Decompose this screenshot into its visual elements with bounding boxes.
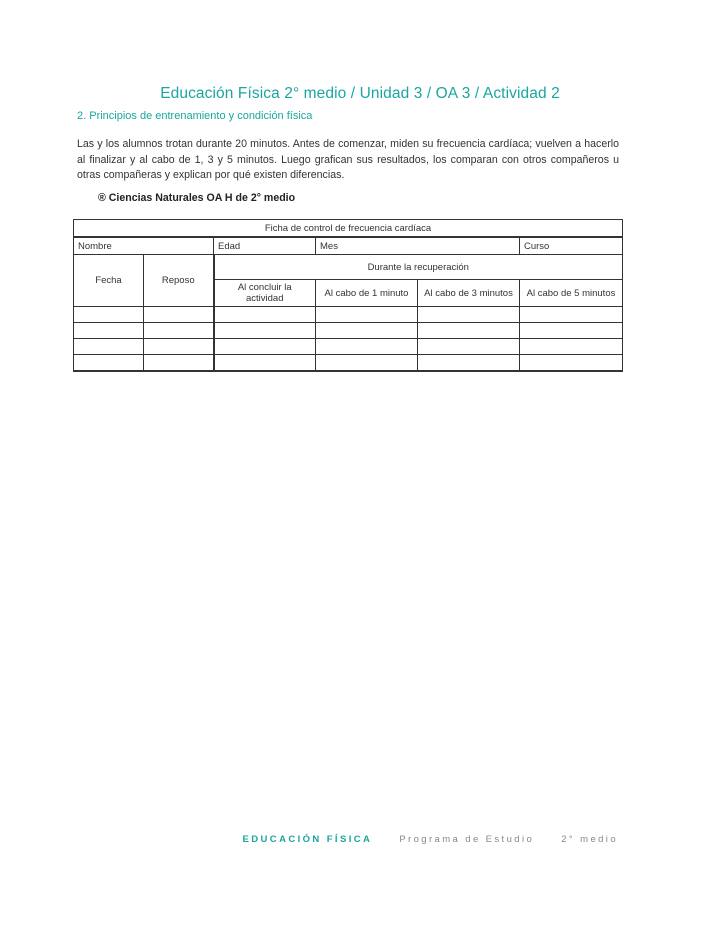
name-label: Nombre	[74, 237, 214, 255]
table-cell	[74, 323, 144, 339]
table-cell	[144, 307, 214, 323]
heart-rate-control-table	[73, 219, 623, 372]
header-row-1	[74, 255, 623, 280]
table-cell	[520, 307, 623, 323]
table-cell	[144, 339, 214, 355]
table-cell	[316, 307, 418, 323]
table-caption-row	[74, 220, 623, 238]
recovery-group-header: Durante la recuperación	[214, 255, 623, 280]
page-title: Educación Física 2° medio / Unidad 3 / OA 3 / Actividad 2	[160, 85, 560, 102]
month-label: Mes	[316, 237, 520, 255]
table-cell	[316, 355, 418, 372]
table-row	[74, 339, 623, 355]
table-cell	[316, 323, 418, 339]
cross-reference: ® Ciencias Naturales OA H de 2° medio	[98, 192, 296, 204]
table-cell	[74, 307, 144, 323]
table-cell	[418, 323, 520, 339]
footer-subject: EDUCACIÓN FÍSICA	[242, 834, 373, 845]
activity-paragraph: Las y los alumnos trotan durante 20 minutos. Antes de comenzar, miden su frecuencia cardíaca; vuelven a hacerlo al finalizar y al cabo de 1, 3 y 5 minutos. Luego grafican sus resultados, los comparan con otros compañeros u otras compañeras y explican por qué existen diferencias.	[77, 138, 619, 181]
table-row	[74, 307, 623, 323]
table-cell	[74, 355, 144, 372]
date-header: Fecha	[74, 255, 144, 307]
table-cell	[520, 355, 623, 372]
table-cell	[214, 307, 316, 323]
table-cell	[214, 355, 316, 372]
table-cell	[520, 339, 623, 355]
table-cell	[214, 339, 316, 355]
age-label: Edad	[214, 237, 316, 255]
table-row	[74, 323, 623, 339]
recovery-col-1min: Al cabo de 1 minuto	[316, 280, 418, 307]
recovery-col-end: Al concluir la actividad	[214, 280, 316, 307]
footer-grade: 2° medio	[561, 834, 618, 845]
recovery-col-5min: Al cabo de 5 minutos	[520, 280, 623, 307]
rest-header: Reposo	[144, 255, 214, 307]
table-cell	[418, 339, 520, 355]
footer-program: Programa de Estudio	[399, 834, 535, 845]
table-row	[74, 355, 623, 372]
table-caption: Ficha de control de frecuencia cardíaca	[74, 220, 623, 238]
info-row	[74, 237, 623, 255]
table-cell	[214, 323, 316, 339]
table-cell	[418, 307, 520, 323]
table-cell	[144, 323, 214, 339]
table-cell	[520, 323, 623, 339]
table-cell	[418, 355, 520, 372]
section-heading: 2. Principios de entrenamiento y condición física	[77, 110, 313, 122]
table-cell	[144, 355, 214, 372]
table-cell	[74, 339, 144, 355]
course-label: Curso	[520, 237, 623, 255]
recovery-col-3min: Al cabo de 3 minutos	[418, 280, 520, 307]
table-cell	[316, 339, 418, 355]
page-footer	[243, 834, 618, 845]
